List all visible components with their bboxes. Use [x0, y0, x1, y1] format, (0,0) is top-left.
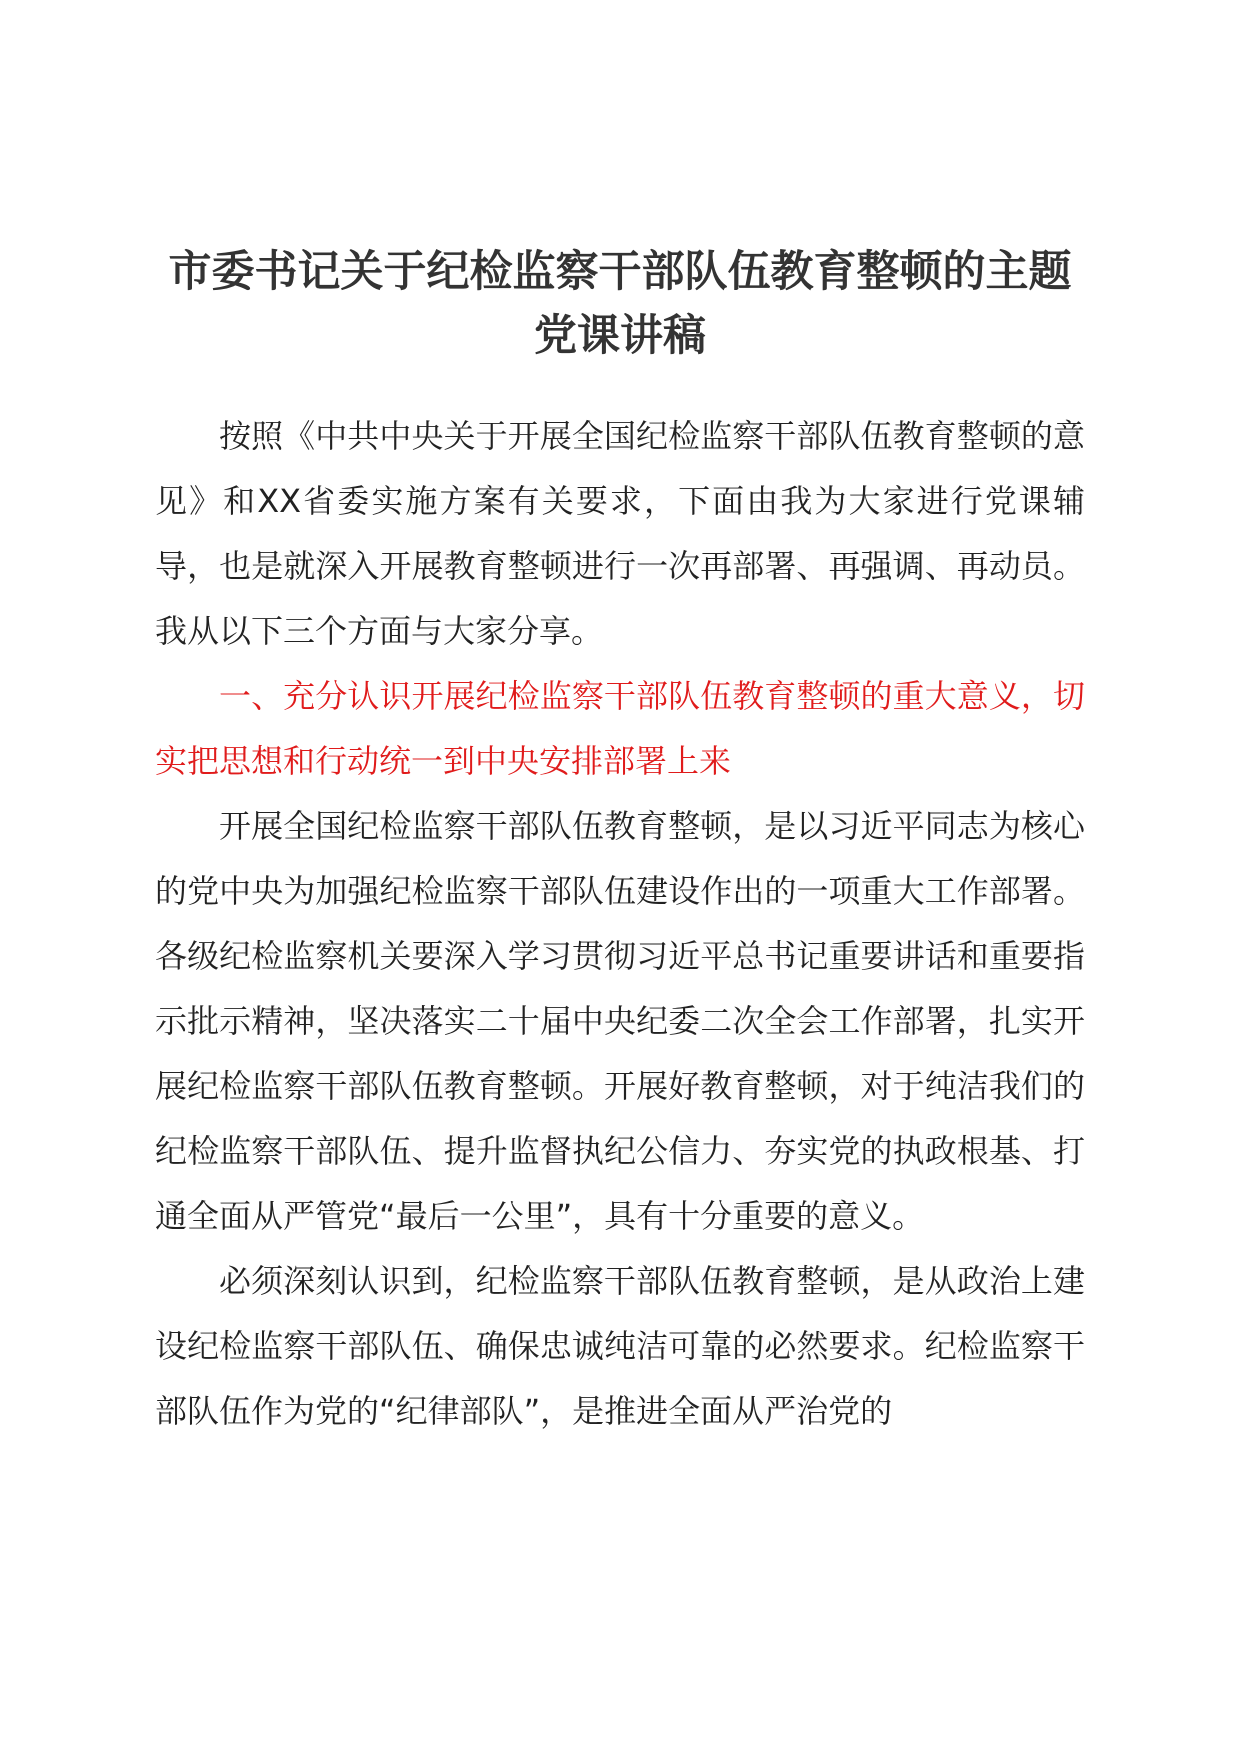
section-one-paragraph-1: 开展全国纪检监察干部队伍教育整顿，是以习近平同志为核心的党中央为加强纪检监察干部队伍建设作出的一项重大工作部署。各级纪检监察机关要深入学习贯彻习近平总书记重要讲话和重要指示批示精神，坚决落实二十届中央纪委二次全会工作部署，扎实开展纪检监察干部队伍教育整顿。开展好教育整顿，对于纯洁我们的纪检监察干部队伍、提升监督执纪公信力、夯实党的执政根基、打通全面从严管党“最后一公里”，具有十分重要的意义。 [155, 807, 1085, 1235]
document-page [155, 240, 1085, 1444]
title-spacer [155, 368, 1085, 404]
section-heading-one: 一、充分认识开展纪检监察干部队伍教育整顿的重大意义，切实把思想和行动统一到中央安排部署上来 [155, 677, 1085, 780]
intro-paragraph: 按照《中共中央关于开展全国纪检监察干部队伍教育整顿的意见》和XX省委实施方案有关要求，下面由我为大家进行党课辅导，也是就深入开展教育整顿进行一次再部署、再强调、再动员。我从以下三个方面与大家分享。 [155, 417, 1085, 650]
document-title: 市委书记关于纪检监察干部队伍教育整顿的主题党课讲稿 [168, 247, 1072, 361]
section-one-paragraph-2: 必须深刻认识到，纪检监察干部队伍教育整顿，是从政治上建设纪检监察干部队伍、确保忠诚纯洁可靠的必然要求。纪检监察干部队伍作为党的“纪律部队”，是推进全面从严治党的 [155, 1262, 1085, 1430]
